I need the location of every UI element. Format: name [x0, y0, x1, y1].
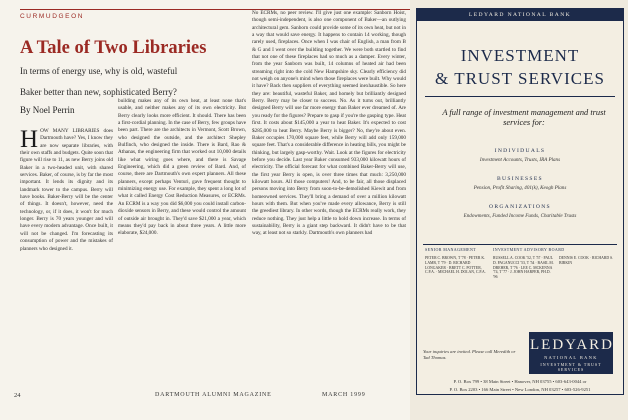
ad-inquiry-note: Your inquiries are invited. Please call Meredith or Tad Thomas.	[423, 349, 516, 360]
page-number: 24	[14, 392, 21, 399]
column-label: CURMUDGEON	[20, 13, 85, 20]
ad-category-organizations: ORGANIZATIONS	[489, 204, 551, 210]
logo-tagline: INVESTMENT & TRUST SERVICES	[540, 362, 602, 372]
logo-subtitle: NATIONAL BANK	[544, 355, 598, 360]
ad-category-individuals-items: Investment Accounts, Trusts, IRA Plans	[479, 157, 561, 163]
ad-headline-line-1: INVESTMENT	[460, 46, 580, 65]
ad-staff-column-2: RUSSELL A. COOK '52, T '57 · PAUL D. PAGANUCCI '53, T '54 · BASIL M. DREHER, T '76 · LEE C. MCKENNA '74, T '77 · J. JOHN HARPER, PH.D. '96	[493, 256, 554, 280]
article-column-2: building makes any of its own heat, at least none that's usable, and neither makes any of its own electricity. But Berry clearly looks more efficient. It should. There has been a first-cordial planning. In the case of Berry, few groups have been part. There are the architects in Vermont, Scott Brown, who designed the outside, and the architect Shepley Bulfinch, who designed the inside. There is Bard, Rao & Athanas, the engineering firm that worked out 10,000 details like what wiring goes where, and there is Savage Engineering, which did a green review of Bard. And, of course, there are Dartmouth's own expert planners. All these planners, except perhaps Venturi, gave frequent thought to minimizing energy use. For example, they spent a long lot of what it called Energy Cost Reduction Measures, or ECRMs. An ECRM is a way you did $6,000 you could install carbon-dioxide sensors in Berry, and these would control the amount of outside air brought in. They'd save $21,000 a year, which means they'd pay back in about three years. A little more elaborate, $24,000.	[118, 98, 246, 237]
article-column-1	[20, 128, 113, 388]
ledyard-logo	[529, 332, 613, 374]
ad-staff-divider	[423, 244, 617, 245]
ad-headline-line-2: & TRUST SERVICES	[435, 69, 605, 88]
issue-date: MARCH 1999	[322, 392, 366, 398]
advertisement-page	[410, 0, 628, 420]
ad-lead-text: A full range of investment management and trust services for:	[442, 108, 606, 127]
ad-address-hanover: P. O. Box 799 • 38 Main Street • Hanover, NH 03755 • 603-643-0044 or	[453, 379, 587, 384]
ad-staff-heading-right: INVESTMENT ADVISORY BOARD	[493, 247, 565, 252]
article-deck: In terms of energy use, why is old, wasteful Baker better than new, sophisticated Berry?	[20, 66, 178, 97]
ad-category-organizations-items: Endowments, Funded Income Funds, Charitable Trusts	[463, 213, 577, 219]
ad-category-businesses: BUSINESSES	[497, 176, 543, 182]
logo-name: LEDYARD	[530, 337, 614, 353]
dropcap: H	[20, 128, 39, 153]
ad-staff-column-1: PETER C. BROWN, T '78 · PETER K. LAMB, T '79 · D. RICHARD LONGAKER · BRETT C. POTTER, C.P.A. · MICHAEL H. DOLAN, C.P.A.	[425, 256, 486, 275]
ad-address-new-london: P. O. Box 2203 • 166 Main Street • New London, NH 03257 • 603-526-9251	[449, 387, 591, 392]
article-headline: A Tale of Two Libraries	[20, 38, 207, 58]
magazine-name: DARTMOUTH ALUMNI MAGAZINE	[155, 392, 272, 398]
article-byline: By Noel Perrin	[20, 105, 75, 115]
ad-category-businesses-items: Pension, Profit Sharing, 401(k), Keogh Plans	[473, 185, 567, 191]
article-column-1-text: OW MANY LIBRARIES does Dartmouth have? Yes, I know they are now separate libraries, with their own staffs and budgets. Quite soon that figure will rise to 11, as new Berry joins old Baker in a two-headed unit, with shared services. Baker, of course, is by far the most important. It lends its dignity and its landmark tower to the campus. Berry will have books. Baker-Berry will be the center of things. It doesn't, however, need the technology, or, if it does, it won't for much longer. Berry is 70 years younger and will have every modern advantage. Once built, it will not be changed. I'm forecasting its consumption of power and the mistakes of planners who designed it.	[20, 128, 113, 252]
ad-bank-banner: LEDYARD NATIONAL BANK	[417, 9, 623, 21]
ad-staff-heading-left: SENIOR MANAGEMENT	[425, 247, 477, 252]
ad-staff-column-3: DENNIS E. COOK · RICHARD S. BIRKIN	[559, 256, 614, 265]
article-column-3: No ECRMs, no peer review. I'll give just one example: Sanborn Hoist, though semi-independent, is also one component of Baker—an outlying architectural gem. Sanborn could provide some of its own heat, but not in a way that would save energy. It happens to contain 14 working, though rarely used, fireplaces. Once when I was chair of English, a man from B & G and I went over the building together. We were both startled to find that not one of these fireplaces had so much as a damper. Every winter, from the year Sanborn was built, 14 columns of heated air had been streaming right into the cold New Hampshire sky. Clearly efficiency did not weigh on anyone's mind when those fireplaces were built. Why would it have? Back then suppliers of everything seemed inexhaustible. So here they are: beautiful, wasteful Baker, and homely but brilliantly designed Berry. Berry may be closer to success. No. As it turns out, brilliantly designed Berry will use far more energy than Baker ever dreamed of. Are you ready for the figures? Prepare to gasp if you're the gasping type. Heat first. It costs about $145,000 a year to heat Baker. It's expected to cost $285,000 to heat Berry. Maybe Berry is bigger? No, they're about even. Baker occupies 170,000 square feet, while Berry will add only 159,000 square feet. That's a considerable difference in heating bills, you might be thinking, but largely gasp-worthy. Wait. Look at the figures for electricity before you decide. Last year Baker consumed 933,000 kilowatt hours of electricity. The official forecast for what combined Baker-Berry will use, the first year Berry is open, is over three times that much: 3,250,000 kilowatt hours. All those computers! And, to be fair, all those displaced persons moving into Berry from soon-to-be-demolished Kiewit and from homeowned services. They'll bring a demand of over a million kilowatt hours with them. But when you've made every allowance, Berry is still the greediest library. In other words, though the ECRMs really work, they reduce nothing. They just help a little to hold down increase. In terms of sustainability, Berry is a giant step backward. It didn't have to be that way, at least not so starkly. Dartmouth's own planners had	[252, 10, 406, 237]
ad-frame	[416, 8, 624, 395]
ad-divider	[425, 96, 615, 97]
ad-category-individuals: INDIVIDUALS	[494, 148, 546, 154]
